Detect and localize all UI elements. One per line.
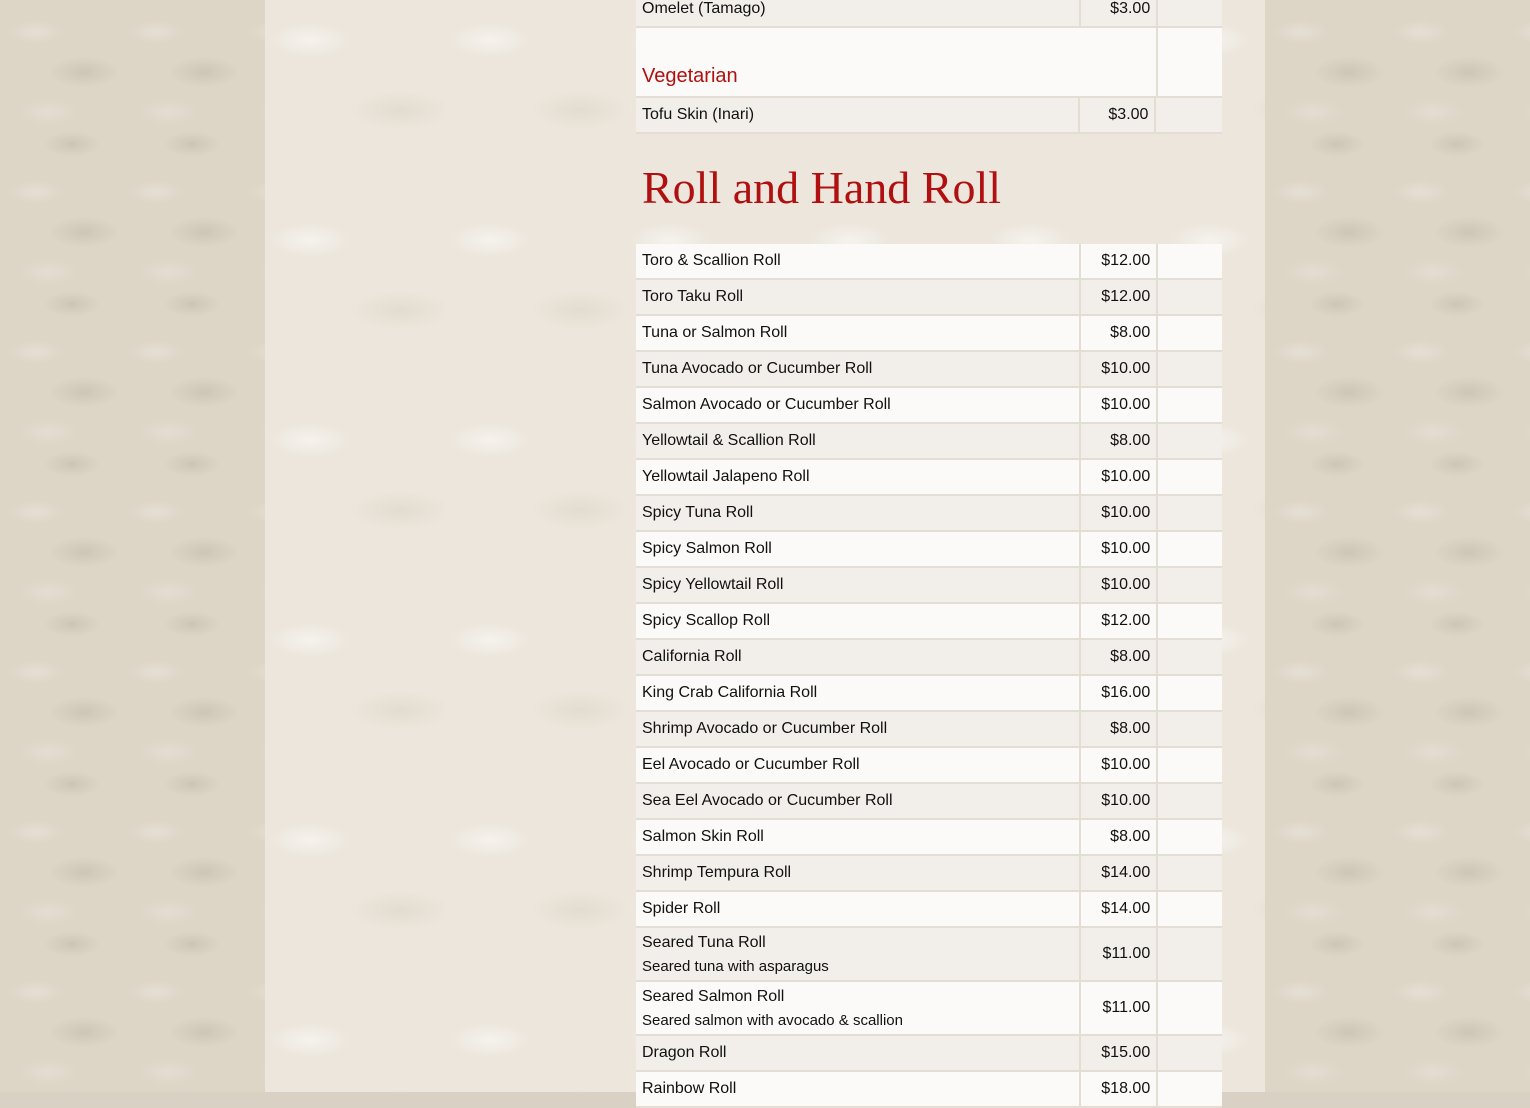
menu-item-extra-cell [1158, 892, 1222, 928]
menu-item-name: Tuna Avocado or Cucumber Roll [642, 360, 873, 377]
menu-item-price: $11.00 [1079, 982, 1158, 1036]
menu-item-name: Salmon Skin Roll [642, 828, 764, 845]
menu-item-name: Sea Eel Avocado or Cucumber Roll [642, 792, 893, 809]
category-extra-cell [1156, 28, 1222, 98]
menu-item-name: Seared Tuna Roll [642, 933, 766, 951]
menu-item-price: $18.00 [1079, 1072, 1158, 1108]
menu-item-extra-cell [1158, 568, 1222, 604]
menu-item-name-cell [636, 640, 1079, 676]
menu-item-row [636, 928, 1222, 982]
menu-item-name-cell [636, 352, 1079, 388]
menu-item-name-cell [636, 424, 1079, 460]
menu-item-name-cell [636, 0, 1079, 28]
menu-item-name-cell [636, 928, 1079, 982]
category-row-vegetarian [636, 28, 1222, 98]
menu-item-extra-cell [1158, 856, 1222, 892]
menu-item-price: $15.00 [1079, 1036, 1158, 1072]
menu-item-name-cell [636, 280, 1079, 316]
menu-item-price: $10.00 [1079, 784, 1158, 820]
menu-item-extra-cell [1158, 460, 1222, 496]
menu-item-name-cell [636, 568, 1079, 604]
menu-item-row [636, 496, 1222, 532]
menu-item-name: Toro & Scallion Roll [642, 252, 781, 269]
menu-item-price: $8.00 [1079, 424, 1158, 460]
menu-item-price: $12.00 [1079, 604, 1158, 640]
menu-item-row [636, 352, 1222, 388]
menu-item-name-cell [636, 316, 1079, 352]
menu-item-row [636, 748, 1222, 784]
menu-item-extra-cell [1158, 676, 1222, 712]
menu-item-name: Yellowtail Jalapeno Roll [642, 468, 810, 485]
menu-item-price: $10.00 [1079, 496, 1158, 532]
menu-item-description: Seared tuna with asparagus [642, 957, 829, 975]
menu-item-name: Spicy Yellowtail Roll [642, 576, 784, 593]
menu-item-name-cell [636, 676, 1079, 712]
menu-item-extra-cell [1158, 424, 1222, 460]
menu-item-extra-cell [1158, 928, 1222, 982]
menu-item-name-cell [636, 784, 1079, 820]
page-background-left [0, 0, 265, 1092]
menu-item-row [636, 784, 1222, 820]
category-cell [636, 28, 1156, 98]
menu-item-name: Tuna or Salmon Roll [642, 324, 788, 341]
menu-content [636, 0, 1222, 1108]
menu-item-name: Rainbow Roll [642, 1080, 737, 1097]
menu-item-extra-cell [1158, 820, 1222, 856]
menu-item-row [636, 280, 1222, 316]
menu-item-row [636, 244, 1222, 280]
menu-item-extra-cell [1158, 1036, 1222, 1072]
menu-item-extra-cell [1158, 982, 1222, 1036]
menu-item-extra-cell [1158, 244, 1222, 280]
menu-item-row [636, 0, 1222, 28]
menu-item-name: Seared Salmon Roll [642, 987, 785, 1005]
menu-item-name: Yellowtail & Scallion Roll [642, 432, 816, 449]
menu-item-extra-cell [1158, 712, 1222, 748]
menu-item-price: $10.00 [1079, 568, 1158, 604]
menu-item-extra-cell [1158, 748, 1222, 784]
menu-item-row [636, 892, 1222, 928]
page-background-right [1265, 0, 1530, 1092]
menu-item-row [636, 316, 1222, 352]
menu-item-price: $16.00 [1079, 676, 1158, 712]
menu-item-row [636, 532, 1222, 568]
menu-item-row [636, 1036, 1222, 1072]
menu-item-name: Shrimp Avocado or Cucumber Roll [642, 720, 888, 737]
menu-item-name-cell [636, 98, 1078, 134]
menu-item-description: Seared salmon with avocado & scallion [642, 1011, 903, 1029]
menu-item-extra-cell [1158, 1072, 1222, 1108]
menu-item-extra-cell [1158, 532, 1222, 568]
menu-item-price: $8.00 [1079, 712, 1158, 748]
menu-item-name-cell [636, 496, 1079, 532]
menu-item-price: $3.00 [1078, 98, 1157, 134]
menu-item-name-cell [636, 244, 1079, 280]
menu-item-extra-cell [1158, 352, 1222, 388]
menu-item-price: $10.00 [1079, 352, 1158, 388]
menu-item-row [636, 820, 1222, 856]
rolls-table [636, 244, 1222, 1108]
menu-item-extra-cell [1158, 784, 1222, 820]
menu-item-price: $10.00 [1079, 748, 1158, 784]
vegetarian-table [636, 28, 1222, 134]
menu-item-name: Spicy Tuna Roll [642, 504, 754, 521]
menu-item-row [636, 460, 1222, 496]
menu-item-row [636, 424, 1222, 460]
section-title-rolls: Roll and Hand Roll [642, 162, 1002, 213]
menu-item-name-cell [636, 712, 1079, 748]
menu-item-price: $10.00 [1079, 532, 1158, 568]
menu-item-name-cell [636, 1036, 1079, 1072]
top-items-table [636, 0, 1222, 28]
menu-item-name: Spider Roll [642, 900, 721, 917]
menu-item-row [636, 982, 1222, 1036]
menu-item-name: California Roll [642, 648, 742, 665]
menu-item-price: $12.00 [1079, 280, 1158, 316]
menu-item-price: $10.00 [1079, 460, 1158, 496]
menu-item-row [636, 856, 1222, 892]
menu-item-price: $3.00 [1079, 0, 1158, 28]
menu-item-price: $14.00 [1079, 856, 1158, 892]
menu-item-extra-cell [1158, 316, 1222, 352]
menu-item-name: Spicy Scallop Roll [642, 612, 771, 629]
menu-item-name: Eel Avocado or Cucumber Roll [642, 756, 860, 773]
menu-item-name: Dragon Roll [642, 1044, 727, 1061]
menu-item-extra-cell [1158, 640, 1222, 676]
menu-item-name-cell [636, 982, 1079, 1036]
menu-item-row [636, 640, 1222, 676]
menu-item-price: $8.00 [1079, 316, 1158, 352]
menu-item-price: $8.00 [1079, 640, 1158, 676]
menu-item-row [636, 712, 1222, 748]
menu-item-name-cell [636, 820, 1079, 856]
menu-item-name: Tofu Skin (Inari) [642, 106, 755, 123]
menu-item-name-cell [636, 892, 1079, 928]
menu-item-name: Shrimp Tempura Roll [642, 864, 792, 881]
menu-item-name: King Crab California Roll [642, 684, 818, 701]
menu-item-row [636, 568, 1222, 604]
menu-item-extra-cell [1158, 604, 1222, 640]
menu-item-extra-cell [1158, 280, 1222, 316]
menu-item-price: $10.00 [1079, 388, 1158, 424]
menu-item-name-cell [636, 1072, 1079, 1108]
menu-item-name-cell [636, 856, 1079, 892]
menu-item-price: $12.00 [1079, 244, 1158, 280]
menu-item-row [636, 604, 1222, 640]
menu-item-extra-cell [1158, 0, 1222, 28]
category-label-vegetarian: Vegetarian [642, 65, 738, 87]
menu-item-name-cell [636, 604, 1079, 640]
menu-item-name: Salmon Avocado or Cucumber Roll [642, 396, 891, 413]
menu-item-price: $14.00 [1079, 892, 1158, 928]
menu-item-name-cell [636, 748, 1079, 784]
menu-item-row [636, 98, 1222, 134]
menu-item-price: $11.00 [1079, 928, 1158, 982]
menu-item-row [636, 388, 1222, 424]
menu-item-row [636, 676, 1222, 712]
menu-item-name: Toro Taku Roll [642, 288, 744, 305]
menu-item-name-cell [636, 388, 1079, 424]
menu-item-row [636, 1072, 1222, 1108]
menu-item-name-cell [636, 532, 1079, 568]
menu-item-name: Omelet (Tamago) [642, 0, 766, 17]
menu-item-name-cell [636, 460, 1079, 496]
menu-item-extra-cell [1158, 388, 1222, 424]
menu-item-price: $8.00 [1079, 820, 1158, 856]
menu-item-name: Spicy Salmon Roll [642, 540, 772, 557]
menu-item-extra-cell [1158, 496, 1222, 532]
menu-item-extra-cell [1156, 98, 1222, 134]
